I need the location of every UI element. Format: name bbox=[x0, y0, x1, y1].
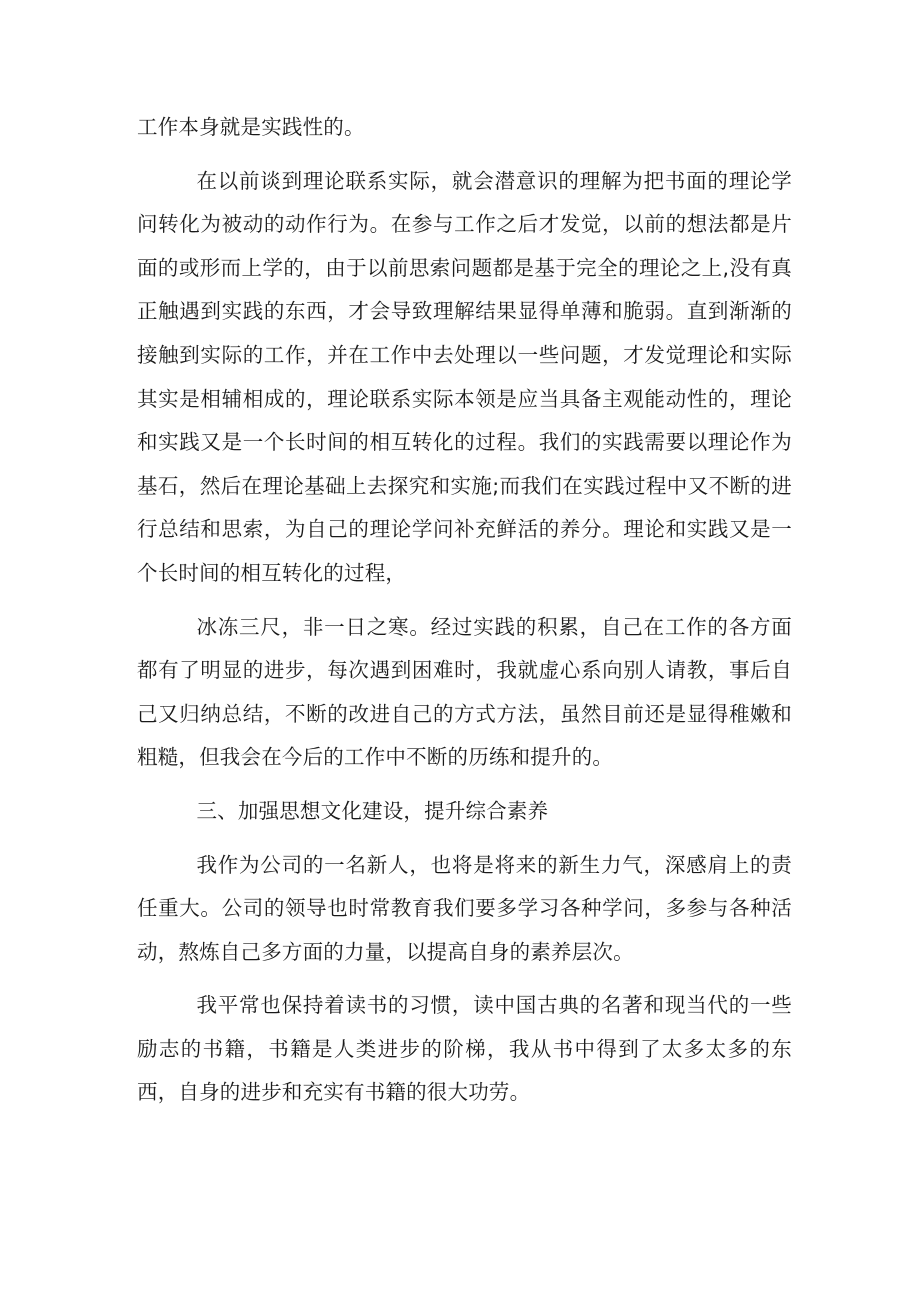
paragraph-new-employee: 我作为公司的一名新人，也将是将来的新生力气，深感肩上的责任重大。公司的领导也时常教育我们要多学习各种学问，多参与各种活动，熬炼自己多方面的力量，以提高自身的素养层次。 bbox=[137, 852, 792, 964]
document-body bbox=[137, 106, 792, 1125]
paragraph-theory-practice: 在以前谈到理论联系实际，就会潜意识的理解为把书面的理论学问转化为被动的动作行为。在参与工作之后才发觉，以前的想法都是片面的或形而上学的，由于以前思索问题都是基于完全的理论之上,没有真正触遇到实践的东西，才会导致理解结果显得单薄和脆弱。直到渐渐的接触到实际的工作，并在工作中去处理以一些问题，才发觉理论和实际其实是相辅相成的，理论联系实际本领是应当具备主观能动性的，理论和实践又是一个长时间的相互转化的过程。我们的实践需要以理论作为基石，然后在理论基础上去探究和实施;而我们在实践过程中又不断的进行总结和思索，为自己的理论学问补充鲜活的养分。理论和实践又是一个长时间的相互转化的过程， bbox=[137, 168, 792, 585]
section-heading-three: 三、加强思想文化建设，提升综合素养 bbox=[196, 798, 549, 823]
paragraph-reading-habit: 我平常也保持着读书的习惯，读中国古典的名著和现当代的一些励志的书籍，书籍是人类进步的阶梯，我从书中得到了太多太多的东西，自身的进步和充实有书籍的很大功劳。 bbox=[137, 993, 792, 1105]
paragraph-accumulation: 冰冻三尺，非一日之寒。经过实践的积累，自己在工作的各方面都有了明显的进步，每次遇到困难时，我就虚心系向别人请教，事后自己又归纳总结，不断的改进自己的方式方法，虽然目前还是显得稚嫩和粗糙，但我会在今后的工作中不断的历练和提升的。 bbox=[137, 614, 792, 770]
paragraph-continuation: 工作本身就是实践性的。 bbox=[137, 115, 365, 139]
